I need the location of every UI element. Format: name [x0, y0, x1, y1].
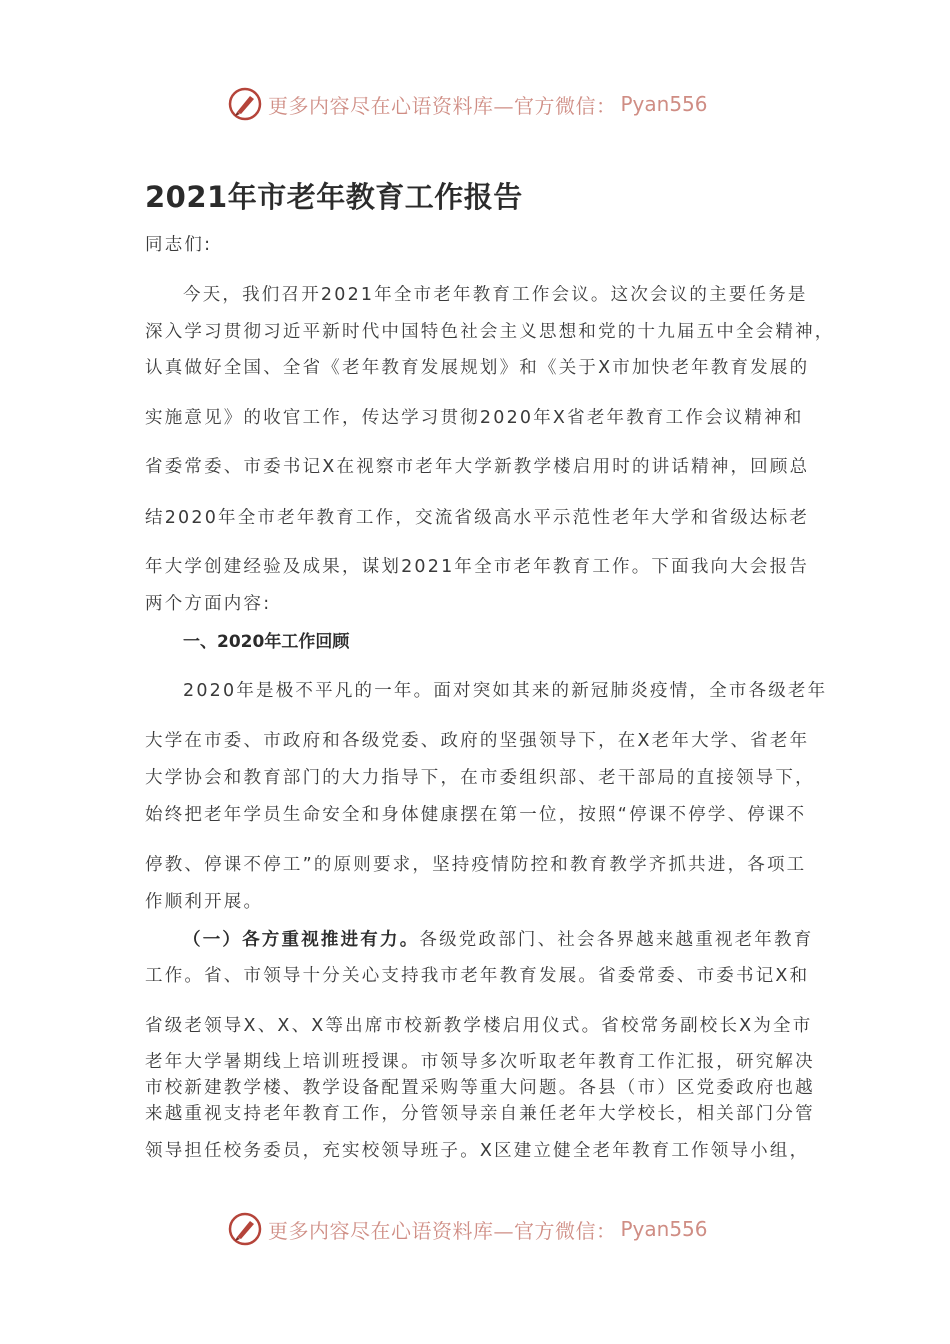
p2-line: 停教、停课不停工”的原则要求，坚持疫情防控和教育教学齐抓共进，各项工	[145, 855, 807, 875]
page-title: 2021年市老年教育工作报告	[145, 180, 523, 214]
p3-line: 工作。省、市领导十分关心支持我市老年教育发展。省委常委、市委书记X和	[145, 966, 810, 986]
p2-line: 作顺利开展。	[145, 892, 264, 912]
p3-first-rest: 各级党政部门、社会各界越来越重视老年教育	[419, 930, 814, 950]
p2-line: 大学协会和教育部门的大力指导下，在市委组织部、老干部局的直接领导下，	[145, 768, 815, 788]
p3-first-line	[183, 929, 813, 951]
pen-quill-icon	[228, 87, 262, 121]
p1-line: 结2020年全市老年教育工作，交流省级高水平示范性老年大学和省级达标老	[145, 508, 810, 528]
p2-line: 大学在市委、市政府和各级党委、政府的坚强领导下，在X老年大学、省老年	[145, 731, 810, 751]
p1-line: 今天，我们召开2021年全市老年教育工作会议。这次会议的主要任务是	[183, 285, 808, 305]
p3-line: 领导担任校务委员，充实校领导班子。X区建立健全老年教育工作领导小组，	[145, 1141, 810, 1161]
p1-line: 实施意见》的收官工作，传达学习贯彻2020年X省老年教育工作会议精神和	[145, 408, 804, 428]
p3-line: 老年大学暑期线上培训班授课。市领导多次听取老年教育工作汇报，研究解决	[145, 1052, 815, 1072]
banner-wechat-id: Pyan556	[620, 1217, 708, 1241]
p2-line: 始终把老年学员生命安全和身体健康摆在第一位，按照“停课不停学、停课不	[145, 805, 807, 825]
p1-line: 深入学习贯彻习近平新时代中国特色社会主义思想和党的十九届五中全会精神，	[145, 322, 835, 342]
subsection-heading: （一）各方重视推进有力。	[183, 930, 420, 950]
p2-line: 2020年是极不平凡的一年。面对突如其来的新冠肺炎疫情，全市各级老年	[183, 681, 828, 701]
p1-line: 省委常委、市委书记X在视察市老年大学新教学楼启用时的讲话精神，回顾总	[145, 457, 810, 477]
greeting: 同志们:	[145, 235, 213, 255]
p1-line: 认真做好全国、全省《老年教育发展规划》和《关于X市加快老年教育发展的	[145, 358, 810, 378]
banner-wechat-id: Pyan556	[620, 92, 708, 116]
banner-text: 更多内容尽在心语资料库—官方微信：	[268, 1218, 617, 1243]
section-heading: 一、2020年工作回顾	[183, 632, 350, 652]
p1-line: 年大学创建经验及成果，谋划2021年全市老年教育工作。下面我向大会报告	[145, 557, 810, 577]
footer-banner	[228, 1209, 718, 1249]
p3-line: 来越重视支持老年教育工作，分管领导亲自兼任老年大学校长，相关部门分管	[145, 1104, 815, 1124]
p3-line: 省级老领导X、X、X等出席市校新教学楼启用仪式。省校常务副校长X为全市	[145, 1016, 813, 1036]
pen-quill-icon	[228, 1212, 262, 1246]
banner-text: 更多内容尽在心语资料库—官方微信：	[268, 93, 617, 118]
p3-line: 市校新建教学楼、教学设备配置采购等重大问题。各县（市）区党委政府也越	[145, 1078, 815, 1098]
header-banner	[228, 84, 718, 124]
p1-line: 两个方面内容:	[145, 594, 272, 614]
